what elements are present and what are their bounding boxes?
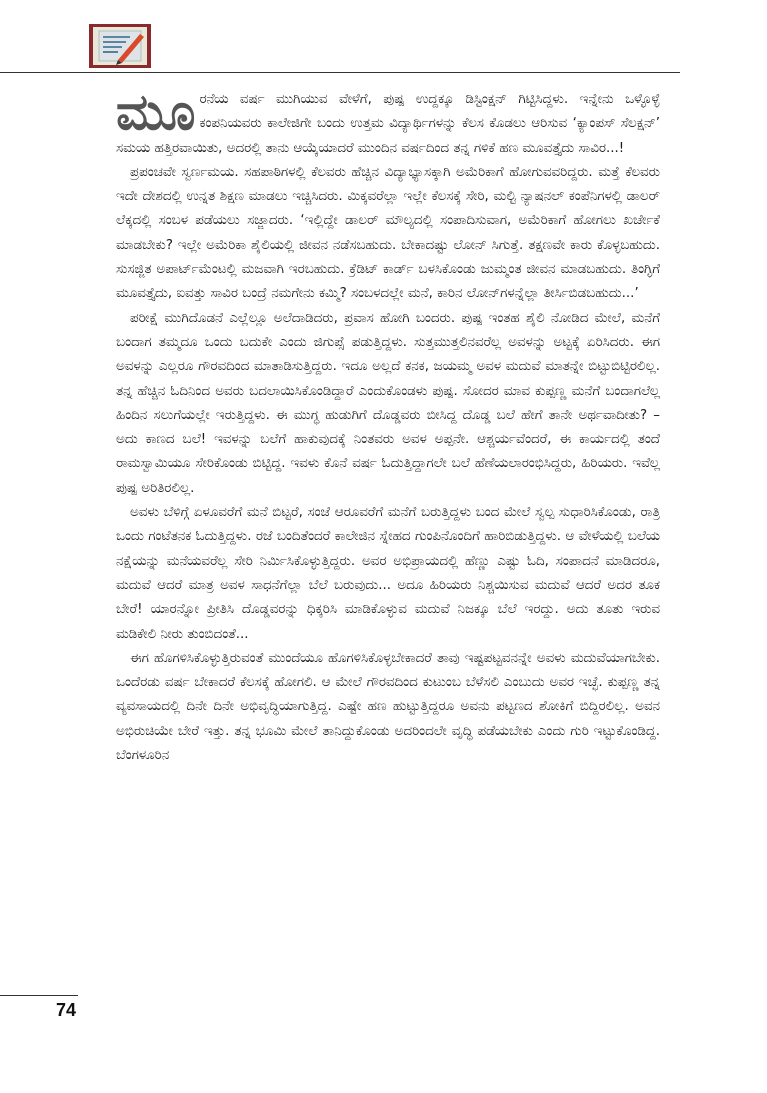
paragraph-text: ರನೆಯ ವರ್ಷ ಮುಗಿಯುವ ವೇಳೆಗೆ, ಪುಷ್ಪ ಉದ್ದಕ್ಕೂ ಡಿಸ್ಟಿಂಕ್ಷನ್ ಗಿಟ್ಟಿಸಿದ್ದಳು. ಇನ್ನೇನು ಒಳ್ಳೊಳ್ಳೆ ಕಂಪನಿಯವರು ಕಾಲೇಜಿಗೇ ಬಂದು ಉತ್ತಮ ವಿದ್ಯಾರ್ಥಿಗಳನ್ನು ಕೆಲಸ ಕೊಡಲು ಆರಿಸುವ ‘ಕ್ಯಾಂಪಸ್ ಸೆಲಕ್ಷನ್’ ಸಮಯ ಹತ್ತಿರವಾಯಿತು, ಅದರಲ್ಲಿ ತಾನು ಆಯ್ಕೆಯಾದರೆ ಮುಂದಿನ ವರ್ಷದಿಂದ ತನ್ನ ಗಳಿಕೆ ಹಣ ಮೂವತ್ತೈದು ಸಾವಿರ...!: [116, 92, 660, 156]
page-number: 74: [56, 1000, 77, 1020]
article-paragraph-1: [116, 82, 660, 161]
header-logo-icon: [88, 22, 152, 70]
footer-divider: [0, 995, 78, 996]
drop-cap: ಮೂ: [116, 82, 194, 141]
article-paragraph-5: ಈಗ ಹೊಗಳಿಸಿಕೊಳ್ಳುತ್ತಿರುವಂತೆ ಮುಂದೆಯೂ ಹೊಗಳಿಸಿಕೊಳ್ಳಬೇಕಾದರೆ ತಾವು ಇಷ್ಟಪಟ್ಟವನನ್ನೇ ಅವಳು ಮದುವೆಯಾಗಬೇಕು. ಒಂದೆರಡು ವರ್ಷ ಬೇಕಾದರೆ ಕೆಲಸಕ್ಕೆ ಹೋಗಲಿ. ಆ ಮೇಲೆ ಗೌರವದಿಂದ ಕುಟುಂಬ ಬೆಳೆಸಲಿ ಎಂಬುದು ಅವರ ಇಚ್ಛೆ. ಕುಪ್ಪಣ್ಣ ತನ್ನ ವ್ಯವಸಾಯದಲ್ಲಿ ದಿನೇ ದಿನೇ ಅಭಿವೃದ್ಧಿಯಾಗುತ್ತಿದ್ದ. ಎಷ್ಟೇ ಹಣ ಹುಟ್ಟುತ್ತಿದ್ದರೂ ಅವನು ಪಟ್ಟಣದ ಶೋಕಿಗೆ ಬಿದ್ದಿರಲಿಲ್ಲ. ಅವನ ಅಭಿರುಚಿಯೇ ಬೇರೆ ಇತ್ತು. ತನ್ನ ಭೂಮಿ ಮೇಲೆ ತಾನಿದ್ದುಕೊಂಡು ಅದರಿಂದಲೇ ವೃದ್ಧಿ ಪಡೆಯಬೇಕು ಎಂದು ಗುರಿ ಇಟ್ಟುಕೊಂಡಿದ್ದ. ಬೆಂಗಳೂರಿನ: [116, 650, 660, 764]
article-paragraph-2: ಪ್ರಪಂಚವೇ ಸ್ವರ್ಣಮಯ. ಸಹಪಾಠಿಗಳಲ್ಲಿ ಕೆಲವರು ಹೆಚ್ಚಿನ ವಿದ್ಯಾಭ್ಯಾಸಕ್ಕಾಗಿ ಅಮೆರಿಕಾಗೆ ಹೋಗುವವರಿದ್ದರು. ಮತ್ತೆ ಕೆಲವರು ಇದೇ ದೇಶದಲ್ಲಿ ಉನ್ನತ ಶಿಕ್ಷಣ ಮಾಡಲು ಇಚ್ಚಿಸಿದರು. ಮಿಕ್ಕವರೆಲ್ಲಾ ಇಲ್ಲೇ ಕೆಲಸಕ್ಕೆ ಸೇರಿ, ಮಲ್ಟಿ ನ್ಯಾಷನಲ್ ಕಂಪೆನಿಗಳಲ್ಲಿ ಡಾಲರ್ ಲೆಕ್ಕದಲ್ಲಿ ಸಂಬಳ ಪಡೆಯಲು ಸಜ್ಜಾದರು. ‘ಇಲ್ಲಿದ್ದೇ ಡಾಲರ್ ಮೌಲ್ಯದಲ್ಲಿ ಸಂಪಾದಿಸುವಾಗ, ಅಮೆರಿಕಾಗೆ ಹೋಗಲು ಖರ್ಚೇಕೆ ಮಾಡಬೇಕು? ಇಲ್ಲೇ ಅಮೆರಿಕಾ ಶೈಲಿಯಲ್ಲಿ ಜೀವನ ನಡೆಸಬಹುದು. ಬೇಕಾದಷ್ಟು ಲೋನ್ ಸಿಗುತ್ತೆ. ತಕ್ಷಣವೇ ಕಾರು ಕೊಳ್ಳಬಹುದು. ಸುಸಜ್ಜಿತ ಅಪಾರ್ಟ್‌ಮೆಂಟಲ್ಲಿ ಮಜವಾಗಿ ಇರಬಹುದು. ಕ್ರೆಡಿಟ್ ಕಾರ್ಡ್ ಬಳಸಿಕೊಂಡು ಜುಮ್ಮಂತ ಜೀವನ ಮಾಡಬಹುದು. ತಿಂಗ್ಳಿಗೆ ಮೂವತ್ತೈದು, ಐವತ್ತು ಸಾವಿರ ಬಂದ್ರೆ ನಮಗೇನು ಕಮ್ಮಿ? ಸಂಬಳದಲ್ಲೇ ಮನೆ, ಕಾರಿನ ಲೋನ್‌ಗಳನ್ನೆಲ್ಲಾ ತೀರ್ಸಿಬಿಡಬಹುದು...’: [116, 164, 660, 302]
article-body: [116, 82, 660, 768]
header-divider: [0, 72, 680, 73]
article-paragraph-3: ಪರೀಕ್ಷೆ ಮುಗಿದೊಡನೆ ಎಲ್ಲೆಲ್ಲೂ ಅಲೆದಾಡಿದರು, ಪ್ರವಾಸ ಹೋಗಿ ಬಂದರು. ಪುಷ್ಪ ಇಂತಹ ಶೈಲಿ ನೋಡಿದ ಮೇಲೆ, ಮನೆಗೆ ಬಂದಾಗ ತಮ್ಮದೂ ಒಂದು ಬದುಕೇ ಎಂದು ಜಿಗುಪ್ಸೆ ಪಡುತ್ತಿದ್ದಳು. ಸುತ್ತಮುತ್ತಲಿನವರೆಲ್ಲ ಅವಳನ್ನು ಅಟ್ಟಕ್ಕೆ ಏರಿಸಿದರು. ಈಗ ಅವಳನ್ನು ಎಲ್ಲರೂ ಗೌರವದಿಂದ ಮಾತಾಡಿಸುತ್ತಿದ್ದರು. ಇದೂ ಅಲ್ಲದೆ ಕನಕ, ಜಯಮ್ಮ ಅವಳ ಮದುವೆ ಮಾತನ್ನೇ ಬಿಟ್ಟುಬಿಟ್ಟಿರಲಿಲ್ಲ. ತನ್ನ ಹೆಚ್ಚಿನ ಓದಿನಿಂದ ಅವರು ಬದಲಾಯಿಸಿಕೊಂಡಿದ್ದಾರೆ ಎಂದುಕೊಂಡಳು ಪುಷ್ಪ. ಸೋದರ ಮಾವ ಕುಪ್ಪಣ್ಣ ಮನೆಗೆ ಬಂದಾಗಲೆಲ್ಲ ಹಿಂದಿನ ಸಲುಗೆಯಲ್ಲೇ ಇರುತ್ತಿದ್ದಳು. ಈ ಮುಗ್ಧ ಹುಡುಗಿಗೆ ದೊಡ್ಡವರು ಬೀಸಿದ್ದ ದೊಡ್ಡ ಬಲೆ ಹೇಗೆ ತಾನೇ ಅರ್ಥವಾದೀತು? – ಅದು ಕಾಣದ ಬಲೆ! ಇವಳನ್ನು ಬಲೆಗೆ ಹಾಕುವುದಕ್ಕೆ ನಿಂತವರು ಅವಳ ಅಪ್ಪನೇ. ಆಶ್ಚರ್ಯವೆಂದರೆ, ಈ ಕಾರ್ಯದಲ್ಲಿ ತಂದೆ ರಾಮಸ್ವಾಮಿಯೂ ಸೇರಿಕೊಂಡು ಬಿಟ್ಟಿದ್ದ. ಇವಳು ಕೊನೆ ವರ್ಷ ಓದುತ್ತಿದ್ದಾಗಲೇ ಬಲೆ ಹೆಣೆಯಲಾರಂಭಿಸಿದ್ದರು, ಹಿರಿಯರು. ಇವೆಲ್ಲ ಪುಷ್ಪ ಅರಿತಿರಲಿಲ್ಲ.: [116, 310, 660, 496]
article-paragraph-4: ಅವಳು ಬೆಳಿಗ್ಗೆ ಏಳೂವರೆಗೆ ಮನೆ ಬಿಟ್ಟರೆ, ಸಂಜೆ ಆರೂವರೆಗೆ ಮನೆಗೆ ಬರುತ್ತಿದ್ದಳು ಬಂದ ಮೇಲೆ ಸ್ವಲ್ಪ ಸುಧಾರಿಸಿಕೊಂಡು, ರಾತ್ರಿ ಒಂದು ಗಂಟೆತನಕ ಓದುತ್ತಿದ್ದಳು. ರಜೆ ಬಂದಿತೆಂದರೆ ಕಾಲೇಜಿನ ಸ್ನೇಹದ ಗುಂಪಿನೊಂದಿಗೆ ಹಾರಿಬಿಡುತ್ತಿದ್ದಳು. ಆ ವೇಳೆಯಲ್ಲಿ ಬಲೆಯ ನಕ್ಷೆಯನ್ನು ಮನೆಯವರೆಲ್ಲ ಸೇರಿ ನಿರ್ಮಿಸಿಕೊಳ್ಳುತ್ತಿದ್ದರು. ಅವರ ಅಭಿಪ್ರಾಯದಲ್ಲಿ ಹೆಣ್ಣು ಎಷ್ಟು ಓದಿ, ಸಂಪಾದನೆ ಮಾಡಿದರೂ, ಮದುವೆ ಆದರೆ ಮಾತ್ರ ಅವಳ ಸಾಧನೆಗೆಲ್ಲಾ ಬೆಲೆ ಬರುವುದು... ಅದೂ ಹಿರಿಯರು ನಿಶ್ಚಯಿಸುವ ಮದುವೆ ಆದರೆ ಅದರ ತೂಕ ಬೇರೆ! ಯಾರನ್ನೋ ಪ್ರೀತಿಸಿ ದೊಡ್ಡವರನ್ನು ಧಿಕ್ಕರಿಸಿ ಮಾಡಿಕೊಳ್ಳುವ ಮದುವೆ ನಿಜಕ್ಕೂ ಬೆಲೆ ಇರದ್ದು. ಅದು ತೂತು ಇರುವ ಮಡಿಕೇಲಿ ನೀರು ತುಂಬಿದಂತೆ...: [116, 505, 660, 642]
